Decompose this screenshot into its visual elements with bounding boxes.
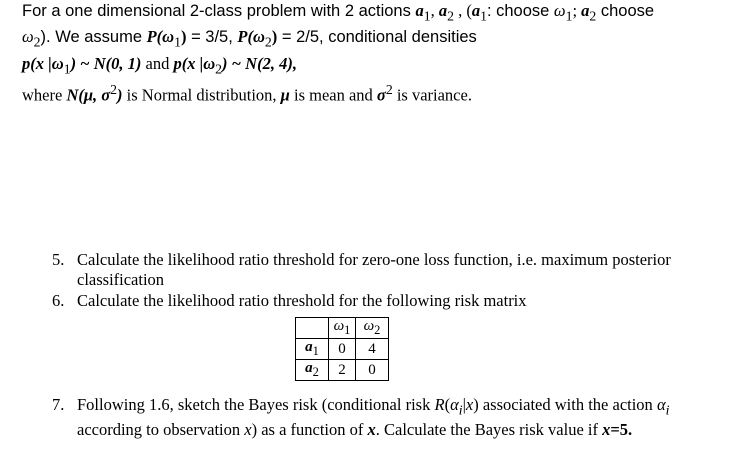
table-corner-cell (296, 318, 329, 339)
intro-line-3: p(x $|\omega_1$) ~ N(0, 1) and p(x $|\omega_2$) ~ N(2, 4), (22, 53, 297, 76)
question-number: 6. (52, 291, 65, 310)
row-header-a2: $a_2$ (296, 360, 329, 381)
table-cell: 4 (356, 339, 389, 360)
row-header-a1: $a_1$ (296, 339, 329, 360)
intro-line-1: For a one dimensional 2-class problem with 2 actions $a_1$, $a_2$ , ($a_1$: choose $\omega_1$; $a_2$ choose (22, 1, 655, 24)
table-header-row (296, 318, 389, 339)
question-text: Calculate the likelihood ratio threshold for the following risk matrix (77, 291, 527, 310)
intro-line-4: where N(μ, $\sigma^2$) is Normal distribution, μ is mean and $\sigma^2$ is variance. (22, 81, 472, 105)
table-cell: 0 (329, 339, 356, 360)
question-text: Calculate the likelihood ratio threshold for zero-one loss function, i.e. maximum posterior classification (77, 250, 671, 289)
table-row (296, 360, 389, 381)
question-text: Following 1.6, sketch the Bayes risk (conditional risk $R(\alpha_i|x)$ associated with the action $\alpha_i$ according to observation x) as a function of x. Calculate the Bayes risk value if x=5. (77, 395, 670, 440)
question-number: 5. (52, 250, 65, 269)
problem-statement (22, 0, 722, 105)
table-cell: 0 (356, 360, 389, 381)
intro-line-2: $\omega_2$). We assume $P(\omega_1) = 3/5$, $P(\omega_2) = 2/5$, conditional densities (22, 27, 477, 50)
question-number: 7. (52, 395, 65, 414)
column-header-omega2: $\omega_2$ (356, 318, 389, 339)
risk-matrix-table (295, 317, 389, 381)
table-row (296, 339, 389, 360)
table-cell: 2 (329, 360, 356, 381)
column-header-omega1: $\omega_1$ (329, 318, 356, 339)
